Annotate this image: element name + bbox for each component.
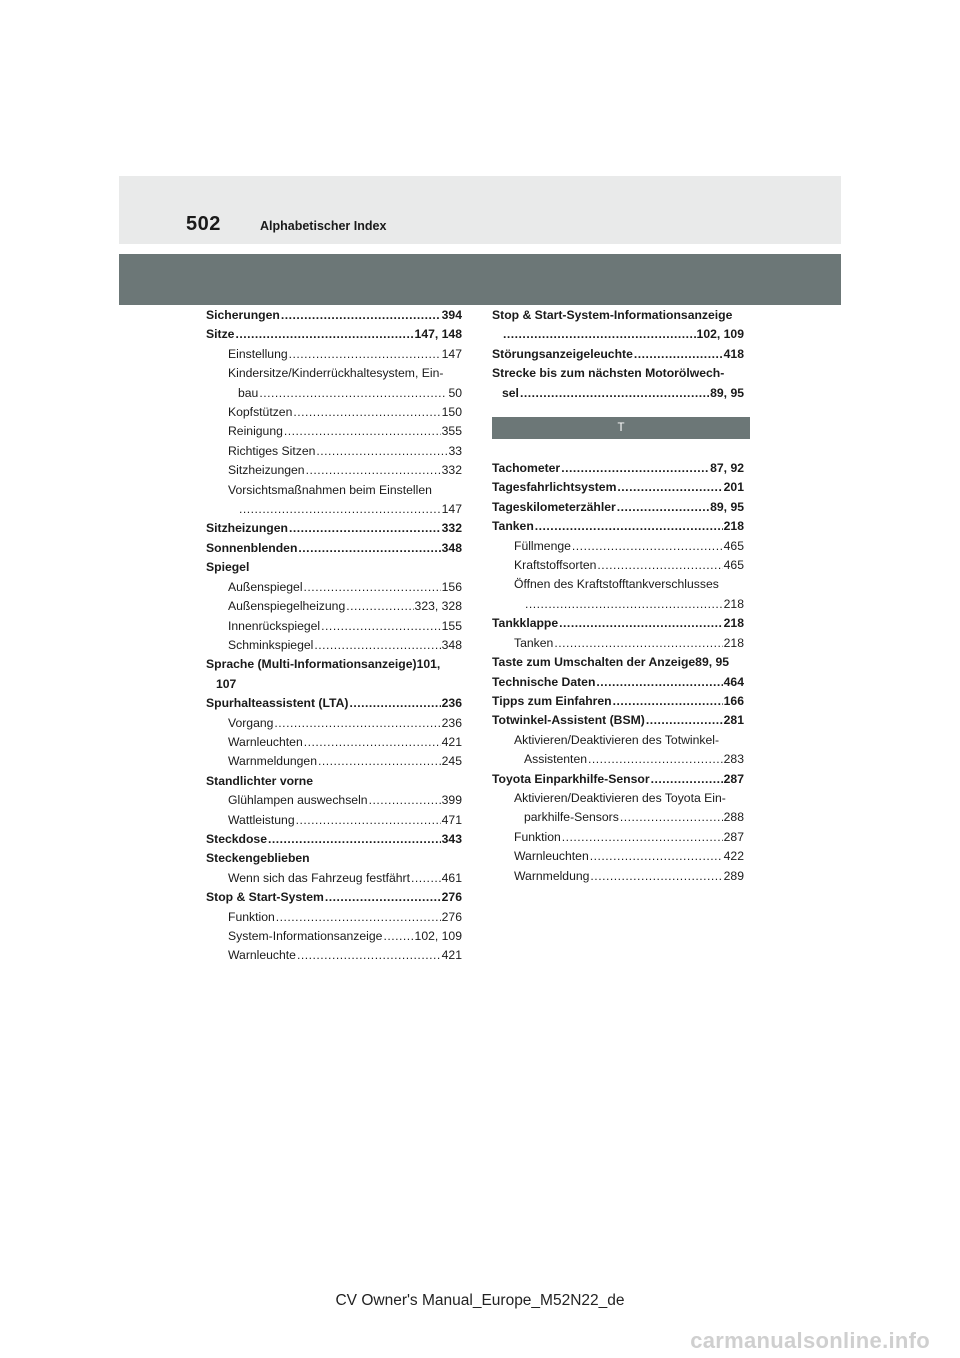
page-reference: 287 xyxy=(723,829,744,844)
letter-heading-t: T xyxy=(492,417,750,439)
page-reference: 421 xyxy=(441,948,462,963)
index-term: Wenn sich das Fahrzeug festfährt xyxy=(228,870,411,885)
index-entry xyxy=(492,614,744,633)
index-term: Funktion xyxy=(228,909,275,924)
index-term: Sitzheizungen xyxy=(228,463,305,478)
index-column-right xyxy=(492,306,744,886)
page-reference: 355 xyxy=(441,424,462,439)
index-entry xyxy=(206,927,462,946)
dot-leader xyxy=(596,673,722,692)
dot-leader xyxy=(620,808,723,827)
dot-leader xyxy=(276,908,441,927)
index-entry xyxy=(206,636,462,655)
page-reference: 283 xyxy=(723,752,744,767)
index-entry xyxy=(206,946,462,965)
index-heading: Kindersitze/Kinderrückhaltesystem, Ein- xyxy=(228,366,444,381)
index-entry xyxy=(492,808,744,827)
index-entry xyxy=(492,478,744,497)
page-reference: 421 xyxy=(441,734,462,749)
dot-leader xyxy=(617,498,709,517)
page-reference: 461 xyxy=(441,870,462,885)
index-term: Sonnenblenden xyxy=(206,540,298,555)
dot-leader xyxy=(316,442,447,461)
page-reference: 201 xyxy=(723,480,744,495)
index-entry xyxy=(492,595,744,614)
page-reference: 276 xyxy=(441,890,462,905)
dot-leader xyxy=(268,830,441,849)
dot-leader xyxy=(646,711,723,730)
dot-leader xyxy=(281,306,441,325)
page-reference: 343 xyxy=(441,831,462,846)
index-heading: Stop & Start-System-Informationsanzeige xyxy=(492,308,733,322)
index-entry xyxy=(206,500,462,519)
page-reference: 348 xyxy=(441,637,462,652)
page-reference: 89, 95 xyxy=(710,499,744,514)
index-term: Tipps zum Einfahren xyxy=(492,693,612,708)
dot-leader xyxy=(590,847,723,866)
page-reference: 288 xyxy=(723,810,744,825)
index-heading: Steckengeblieben xyxy=(206,851,310,866)
footer-document-id: CV Owner's Manual_Europe_M52N22_de xyxy=(335,1292,625,1309)
dot-leader xyxy=(284,422,441,441)
page-reference: 465 xyxy=(723,558,744,573)
section-color-band xyxy=(119,254,841,305)
dot-leader xyxy=(346,597,413,616)
index-entry xyxy=(206,384,462,403)
index-term: Warnleuchten xyxy=(228,734,303,749)
index-column-left xyxy=(206,306,462,966)
page-reference: 287 xyxy=(723,771,744,786)
dot-leader xyxy=(325,888,441,907)
page-reference: 150 xyxy=(441,405,462,420)
index-heading: Spiegel xyxy=(206,560,250,575)
page-reference: 218 xyxy=(723,616,744,631)
index-entry xyxy=(492,537,744,556)
page-reference: 471 xyxy=(441,812,462,827)
index-entry xyxy=(206,694,462,713)
dot-leader xyxy=(597,556,722,575)
page-reference: 236 xyxy=(441,696,462,711)
dot-leader xyxy=(554,634,722,653)
index-term: Stop & Start-System xyxy=(206,890,324,905)
page-reference: 147 xyxy=(441,502,462,517)
section-title: Alphabetischer Index xyxy=(260,219,387,233)
index-entry xyxy=(206,888,462,907)
index-term: Schminkspiegel xyxy=(228,637,314,652)
page-reference: 245 xyxy=(441,754,462,769)
index-heading: Öffnen des Kraftstofftankverschlusses xyxy=(514,577,719,592)
index-term: Innenrückspiegel xyxy=(228,618,321,633)
index-term: Sitzheizungen xyxy=(206,521,288,536)
index-term: Kraftstoffsorten xyxy=(514,558,597,573)
dot-leader xyxy=(535,517,723,536)
index-term: Tachometer xyxy=(492,461,561,476)
index-heading: Taste zum Umschalten der Anzeige89, 95 xyxy=(492,655,730,670)
dot-leader xyxy=(520,384,709,403)
dot-leader xyxy=(296,811,441,830)
index-term: Tageskilometerzähler xyxy=(492,499,616,514)
index-term: Sitze xyxy=(206,327,235,342)
dot-leader xyxy=(617,478,722,497)
header-band xyxy=(119,176,841,244)
dot-leader xyxy=(239,500,441,519)
dot-leader xyxy=(349,694,440,713)
page-reference: 281 xyxy=(723,713,744,728)
index-heading: Sprache (Multi-Informationsanzeige)101, xyxy=(206,657,441,672)
dot-leader xyxy=(572,537,723,556)
dot-leader xyxy=(561,459,709,478)
index-entry xyxy=(206,519,462,538)
page-reference: 218 xyxy=(723,596,744,611)
dot-leader xyxy=(235,325,413,344)
page-reference: 87, 92 xyxy=(710,461,744,476)
index-term: System-Informationsanzeige xyxy=(228,929,383,943)
page-reference: 348 xyxy=(441,540,462,555)
index-group-t xyxy=(492,459,744,886)
page-reference: 276 xyxy=(441,909,462,924)
page-reference: 289 xyxy=(723,868,744,883)
index-term: Technische Daten xyxy=(492,674,596,689)
index-heading: Aktivieren/Deaktivieren des Totwinkel- xyxy=(514,732,720,747)
dot-leader xyxy=(634,345,723,364)
page-reference: 102, 109 xyxy=(696,327,744,342)
index-term: Funktion xyxy=(514,829,561,844)
index-entry xyxy=(492,828,744,847)
index-entry xyxy=(206,597,462,616)
index-term: Kopfstützen xyxy=(228,405,293,420)
index-entry xyxy=(492,847,744,866)
index-entry xyxy=(206,325,462,344)
dot-leader xyxy=(306,461,441,480)
index-entry xyxy=(492,750,744,769)
index-heading: 107 xyxy=(216,676,237,691)
page-reference: 218 xyxy=(723,635,744,650)
index-entry xyxy=(492,325,744,344)
index-term: Störungsanzeigeleuchte xyxy=(492,346,633,361)
index-entry xyxy=(206,306,462,325)
index-entry xyxy=(206,908,462,927)
dot-leader xyxy=(525,595,723,614)
index-term: Sicherungen xyxy=(206,308,280,322)
index-entry xyxy=(206,578,462,597)
index-entry xyxy=(492,673,744,692)
page-reference: 33 xyxy=(448,443,462,458)
index-term: Warnmeldungen xyxy=(228,754,317,769)
index-term: Vorgang xyxy=(228,715,274,730)
page-reference: 166 xyxy=(723,693,744,708)
index-group-s-continued xyxy=(492,306,744,403)
dot-leader xyxy=(651,770,723,789)
page-reference: 465 xyxy=(723,538,744,553)
index-term: Tankklappe xyxy=(492,616,559,631)
index-entry xyxy=(492,345,744,364)
index-term: Richtiges Sitzen xyxy=(228,443,316,458)
index-term: Außenspiegel xyxy=(228,579,303,594)
index-entry xyxy=(206,791,462,810)
dot-leader xyxy=(289,519,441,538)
index-entry xyxy=(492,770,744,789)
index-entry xyxy=(492,692,744,711)
page-reference: 147 xyxy=(441,346,462,361)
dot-leader xyxy=(411,869,441,888)
dot-leader xyxy=(559,614,723,633)
index-term: Spurhalteassistent (LTA) xyxy=(206,696,349,711)
index-heading: Aktivieren/Deaktivieren des Toyota Ein- xyxy=(514,790,726,805)
index-entry xyxy=(206,539,462,558)
index-term: Assistenten xyxy=(524,752,588,767)
dot-leader xyxy=(297,946,441,965)
dot-leader xyxy=(304,733,441,752)
page-reference: 50 xyxy=(448,385,462,400)
index-entry xyxy=(492,634,744,653)
page-reference: 394 xyxy=(441,308,462,322)
index-heading: Vorsichtsmaßnahmen beim Einstellen xyxy=(228,482,432,497)
index-term: Totwinkel-Assistent (BSM) xyxy=(492,713,645,728)
dot-leader xyxy=(590,867,722,886)
page-reference: 332 xyxy=(441,463,462,478)
index-term: Füllmenge xyxy=(514,538,571,553)
page-reference: 332 xyxy=(441,521,462,536)
page-reference: 156 xyxy=(441,579,462,594)
index-entry xyxy=(206,461,462,480)
dot-leader xyxy=(588,750,723,769)
dot-leader xyxy=(304,578,441,597)
page-reference: 147, 148 xyxy=(414,327,462,342)
index-entry xyxy=(206,714,462,733)
page-reference: 89, 95 xyxy=(710,385,744,400)
index-entry xyxy=(206,752,462,771)
page-reference: 155 xyxy=(441,618,462,633)
index-term: Warnleuchte xyxy=(228,948,296,963)
index-term: Steckdose xyxy=(206,831,267,846)
index-term: Warnleuchten xyxy=(514,849,589,864)
watermark-logo: carmanualsonline.info xyxy=(690,1328,930,1353)
index-entry xyxy=(206,345,462,364)
index-heading: Strecke bis zum nächsten Motorölwech- xyxy=(492,366,725,381)
dot-leader xyxy=(503,325,696,344)
index-entry xyxy=(206,442,462,461)
index-entry xyxy=(492,459,744,478)
index-term: bau xyxy=(238,385,259,400)
index-entry xyxy=(206,811,462,830)
page-reference: 323, 328 xyxy=(414,599,462,614)
index-entry xyxy=(492,711,744,730)
page-reference: 102, 109 xyxy=(414,929,462,943)
index-entry xyxy=(206,617,462,636)
index-term: Tanken xyxy=(492,519,534,534)
index-term: Reinigung xyxy=(228,424,283,439)
index-term: Toyota Einparkhilfe-Sensor xyxy=(492,771,650,786)
index-entry xyxy=(206,403,462,422)
page-reference: 418 xyxy=(723,346,744,361)
index-entry xyxy=(492,517,744,536)
dot-leader xyxy=(613,692,723,711)
page-reference: 218 xyxy=(723,519,744,534)
dot-leader xyxy=(293,403,440,422)
dot-leader xyxy=(369,791,441,810)
dot-leader xyxy=(321,617,441,636)
index-entry xyxy=(206,733,462,752)
dot-leader xyxy=(298,539,440,558)
dot-leader xyxy=(562,828,723,847)
index-entry xyxy=(206,422,462,441)
index-term: Außenspiegelheizung xyxy=(228,599,346,614)
index-term: parkhilfe-Sensors xyxy=(524,810,619,825)
index-heading: Standlichter vorne xyxy=(206,773,314,788)
dot-leader xyxy=(289,345,441,364)
index-entry xyxy=(206,869,462,888)
dot-leader xyxy=(314,636,440,655)
index-term: Tanken xyxy=(514,635,554,650)
index-entry xyxy=(492,867,744,886)
index-term: Glühlampen auswechseln xyxy=(228,793,368,808)
index-entry xyxy=(492,384,744,403)
index-entry xyxy=(492,556,744,575)
page-number: 502 xyxy=(186,213,221,235)
index-term: Wattleistung xyxy=(228,812,295,827)
dot-leader xyxy=(274,714,440,733)
dot-leader xyxy=(318,752,441,771)
page-reference: 399 xyxy=(441,793,462,808)
dot-leader xyxy=(259,384,447,403)
index-term: sel xyxy=(502,385,519,400)
page-reference: 422 xyxy=(723,849,744,864)
index-entry xyxy=(206,830,462,849)
index-term: Einstellung xyxy=(228,346,288,361)
index-term: Tagesfahrlichtsystem xyxy=(492,480,617,495)
index-entry xyxy=(492,498,744,517)
index-term: Warnmeldung xyxy=(514,868,590,883)
page-reference: 464 xyxy=(723,674,744,689)
dot-leader xyxy=(383,927,413,946)
page-reference: 236 xyxy=(441,715,462,730)
